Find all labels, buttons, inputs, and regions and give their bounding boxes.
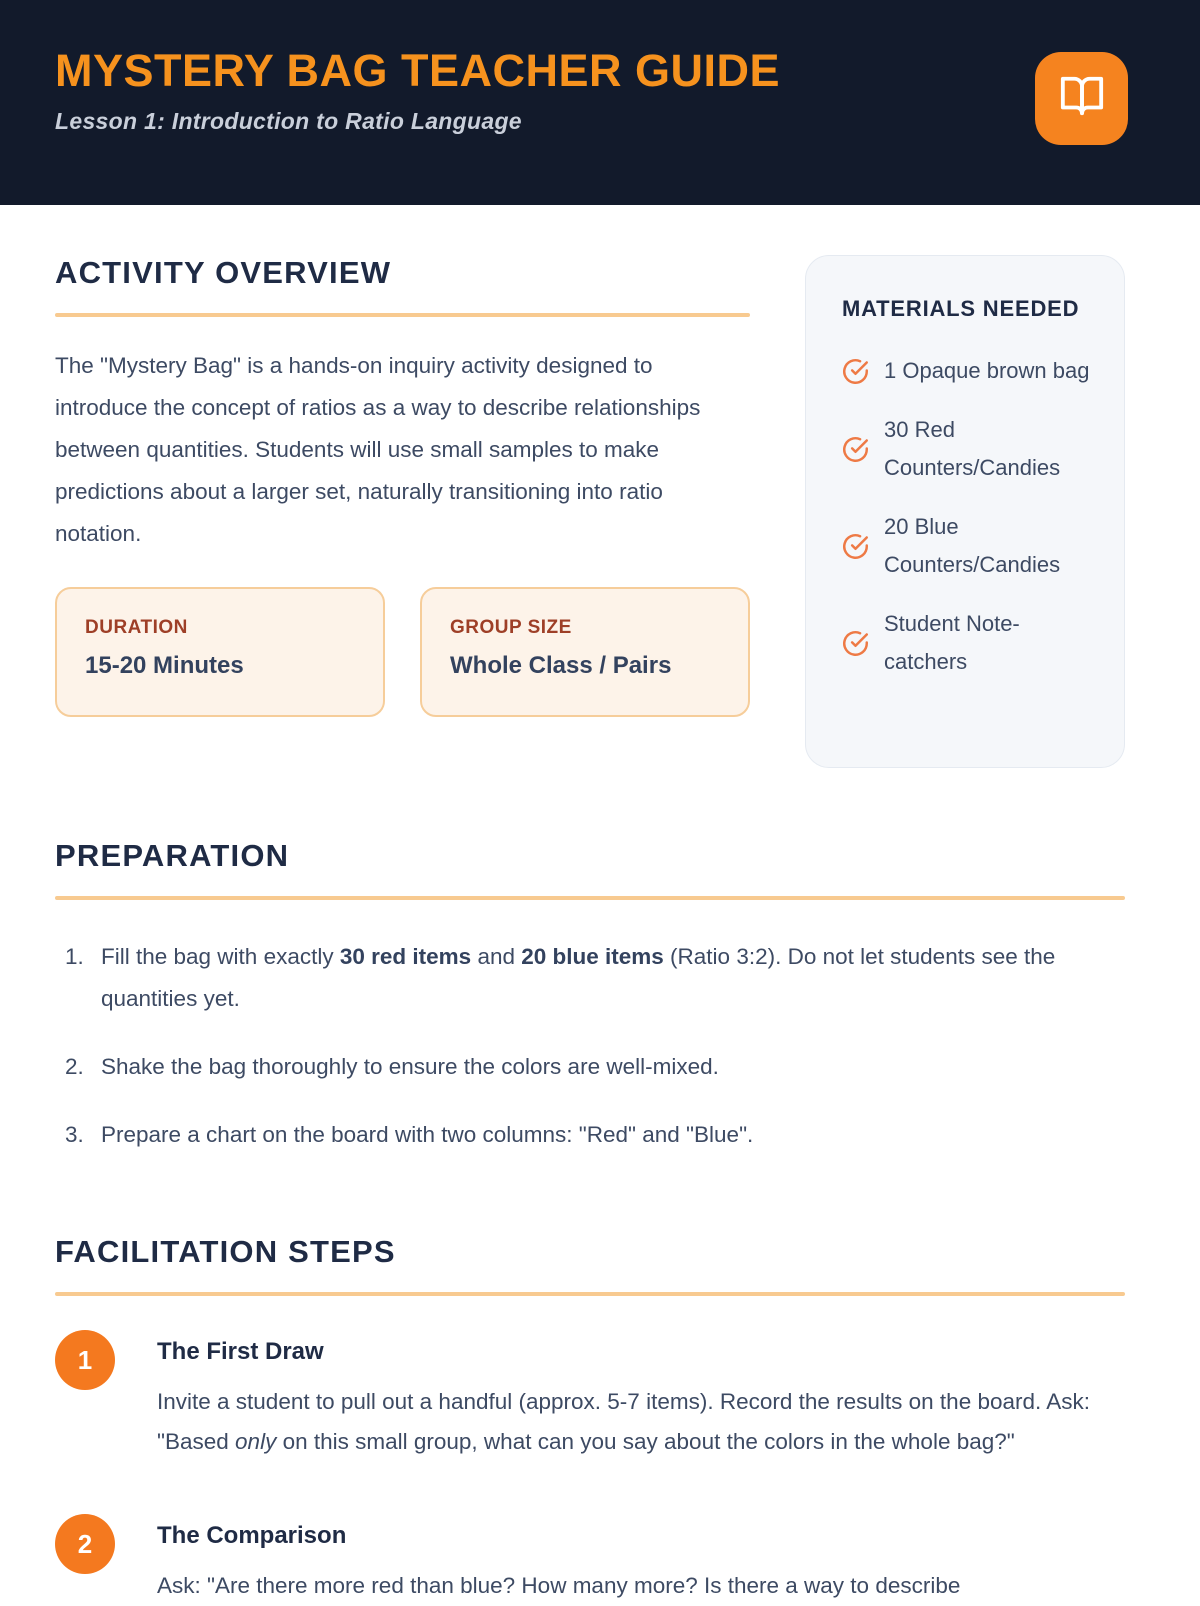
check-circle-icon <box>842 358 869 385</box>
section-divider <box>55 896 1125 900</box>
page-subtitle: Lesson 1: Introduction to Ratio Language <box>55 107 522 134</box>
list-item <box>842 508 1090 584</box>
overview-paragraph: The "Mystery Bag" is a hands-on inquiry activity designed to introduce the concept of ratios as a way to describe relationships between quantities. Students will use small samples to make predictions about a larger set, naturally transitioning into ratio notation. <box>55 353 701 546</box>
check-circle-icon <box>842 436 869 463</box>
list-item-number: 2. <box>65 1054 84 1079</box>
preparation-heading: PREPARATION <box>55 838 290 873</box>
step-content <box>157 1514 1125 1606</box>
text-segment: Ask: "Are there more red than blue? How many more? Is there a way to describe <box>157 1573 961 1598</box>
list-item-number: 1. <box>65 944 84 969</box>
check-circle-icon <box>842 533 869 560</box>
step-body <box>157 1382 1125 1462</box>
materials-list <box>842 352 1090 681</box>
list-item <box>65 936 1125 1020</box>
facilitation-heading: FACILITATION STEPS <box>55 1234 396 1269</box>
list-item-text: Shake the bag thoroughly to ensure the colors are well-mixed. <box>101 1054 719 1079</box>
book-icon-badge <box>1035 52 1128 145</box>
overview-section <box>55 255 1125 768</box>
list-item-number: 3. <box>65 1122 84 1147</box>
facilitation-section <box>55 1234 1125 1606</box>
group-size-label: GROUP SIZE <box>450 617 572 638</box>
text-segment: (Ratio 3:2). Do not let students see the quantities yet. <box>101 944 1056 1011</box>
list-item <box>842 605 1090 681</box>
step-body <box>157 1566 1125 1606</box>
list-item <box>842 352 1090 390</box>
stat-cards-row <box>55 587 750 717</box>
preparation-section <box>55 838 1125 1156</box>
facilitation-step-1 <box>55 1330 1125 1462</box>
materials-heading: MATERIALS NEEDED <box>842 296 1080 321</box>
list-item <box>65 1046 1125 1088</box>
section-divider <box>55 1292 1125 1296</box>
group-size-value: Whole Class / Pairs <box>450 652 672 679</box>
list-item <box>842 411 1090 487</box>
text-segment: Invite a student to pull out a handful (approx. 5-7 items). Record the results on the board. Ask: "Based <box>157 1389 1091 1454</box>
list-item-text: Prepare a chart on the board with two columns: "Red" and "Blue". <box>101 1122 754 1147</box>
text-segment: Fill the bag with exactly <box>101 944 340 969</box>
bold-text-segment: 20 blue items <box>521 944 664 969</box>
materials-item-label: 1 Opaque brown bag <box>884 358 1090 383</box>
text-segment: and <box>471 944 522 969</box>
step-number-badge: 1 <box>55 1330 115 1390</box>
step-title: The First Draw <box>157 1338 324 1365</box>
bold-text-segment: 30 red items <box>339 944 472 969</box>
duration-value: 15-20 Minutes <box>85 652 244 679</box>
list-item <box>65 1114 1125 1156</box>
page-content <box>0 255 1200 1606</box>
text-segment: on this small group, what can you say about the colors in the whole bag?" <box>276 1429 1015 1454</box>
open-book-icon <box>1059 73 1105 124</box>
duration-card <box>55 587 385 717</box>
check-circle-icon <box>842 630 869 657</box>
section-divider <box>55 313 750 317</box>
materials-card <box>805 255 1125 768</box>
step-number-badge: 2 <box>55 1514 115 1574</box>
preparation-list <box>55 936 1125 1156</box>
materials-item-label: Student Note-catchers <box>884 611 1020 674</box>
overview-column <box>55 255 750 768</box>
step-title: The Comparison <box>157 1522 347 1549</box>
materials-item-label: 20 Blue Counters/Candies <box>884 514 1061 577</box>
list-item-text <box>101 936 1125 1020</box>
facilitation-step-2 <box>55 1514 1125 1606</box>
group-size-card <box>420 587 750 717</box>
header-text-group <box>55 46 780 135</box>
duration-label: DURATION <box>85 617 188 638</box>
materials-item-label: 30 Red Counters/Candies <box>884 417 1061 480</box>
italic-text-segment: only <box>235 1429 277 1454</box>
activity-overview-heading: ACTIVITY OVERVIEW <box>55 255 392 290</box>
header-banner <box>0 0 1200 205</box>
page-title: MYSTERY BAG TEACHER GUIDE <box>55 45 781 96</box>
step-content <box>157 1330 1125 1462</box>
